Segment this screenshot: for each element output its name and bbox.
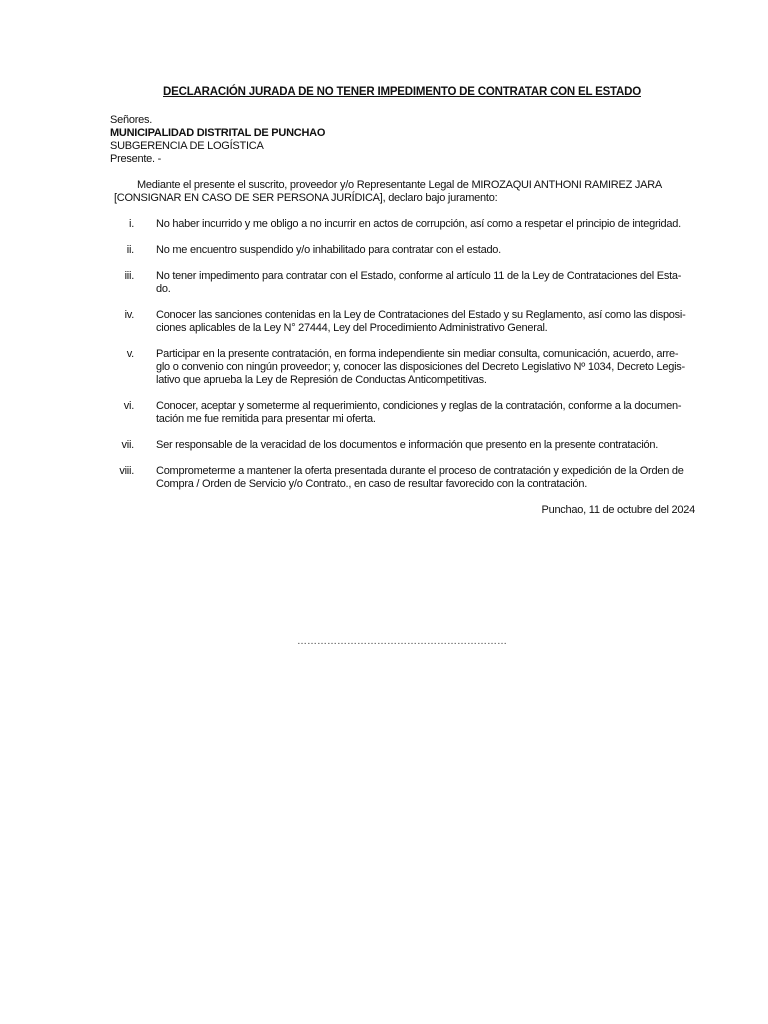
- salutation: Señores.: [110, 114, 153, 126]
- signature-line: ………………………………………………………: [297, 636, 507, 647]
- list-item-number: vii.: [121, 439, 134, 451]
- list-item-number: ii.: [126, 244, 134, 256]
- list-item: [110, 270, 696, 296]
- list-item-text: No tener impedimento para contratar con el Estado, conforme al artículo 11 de la Ley de Contrataciones del Esta-: [156, 270, 682, 282]
- list-item-text: lativo que aprueba la Ley de Represión de Conductas Anticompetitivas.: [156, 374, 487, 386]
- list-item: [110, 439, 696, 452]
- list-item-text: do.: [156, 283, 171, 295]
- intro-line: [CONSIGNAR EN CASO DE SER PERSONA JURÍDICA], declaro bajo juramento:: [114, 192, 498, 204]
- list-item: [110, 400, 696, 426]
- list-item-text: ciones aplicables de la Ley N° 27444, Ley del Procedimiento Administrativo General.: [156, 322, 548, 334]
- list-item-number: iii.: [124, 270, 134, 282]
- list-item-text: No haber incurrido y me obligo a no incurrir en actos de corrupción, así como a respetar el principio de integridad.: [156, 218, 681, 230]
- list-item-number: iv.: [124, 309, 134, 321]
- list-item-text: Conocer, aceptar y someterme al requerimiento, condiciones y reglas de la contratación, conforme a la documen-: [156, 400, 682, 412]
- list-item-text: No me encuentro suspendido y/o inhabilitado para contratar con el estado.: [156, 244, 501, 256]
- entity-name: MUNICIPALIDAD DISTRITAL DE PUNCHAO: [110, 127, 326, 139]
- intro-line: Mediante el presente el suscrito, proveedor y/o Representante Legal de MIROZAQUI ANTHONI RAMIREZ JARA: [137, 179, 662, 191]
- list-item-number: vi.: [123, 400, 134, 412]
- addressee-block: [110, 114, 325, 166]
- intro-paragraph: [110, 179, 696, 205]
- list-item: [110, 244, 696, 257]
- list-item: [110, 309, 696, 335]
- date-line: Punchao, 11 de octubre del 2024: [541, 504, 695, 516]
- list-item-text: Compra / Orden de Servicio y/o Contrato., en caso de resultar favorecido con la contratación.: [156, 478, 588, 490]
- list-item: [110, 348, 696, 387]
- list-item-text: tación me fue remitida para presentar mi oferta.: [156, 413, 376, 425]
- list-item-text: glo o convenio con ningún proveedor; y, conocer las disposiciones del Decreto Legislativo Nº 1034, Decreto Legis-: [156, 361, 685, 373]
- list-item-text: Comprometerme a mantener la oferta presentada durante el proceso de contratación y expedición de la Orden de: [156, 465, 684, 477]
- list-item-text: Conocer las sanciones contenidas en la Ley de Contrataciones del Estado y su Reglamento, así como las disposi-: [156, 309, 686, 321]
- list-item-number: i.: [129, 218, 134, 230]
- presente-line: Presente. -: [110, 153, 162, 165]
- list-item-number: viii.: [119, 465, 134, 477]
- declaration-list: [110, 218, 696, 504]
- list-item: [110, 465, 696, 491]
- document-title: DECLARACIÓN JURADA DE NO TENER IMPEDIMENTO DE CONTRATAR CON EL ESTADO: [163, 86, 641, 98]
- department-name: SUBGERENCIA DE LOGÍSTICA: [110, 140, 264, 152]
- list-item-text: Ser responsable de la veracidad de los documentos e información que presento en la presente contratación.: [156, 439, 659, 451]
- list-item-number: v.: [126, 348, 134, 360]
- list-item: [110, 218, 696, 231]
- list-item-text: Participar en la presente contratación, en forma independiente sin mediar consulta, comunicación, acuerdo, arre-: [156, 348, 679, 360]
